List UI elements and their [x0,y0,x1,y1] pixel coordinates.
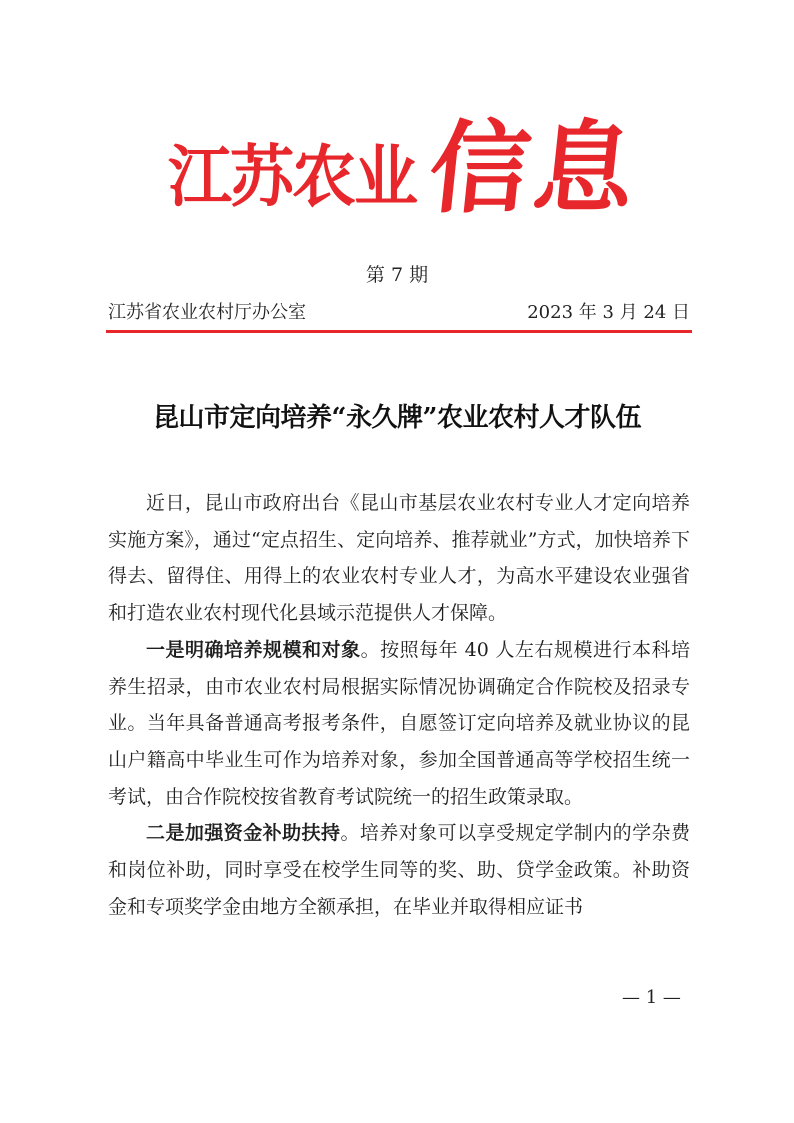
issue-number: 第 7 期 [365,264,429,286]
paragraph-1-body: 。按照每年 40 人左右规模进行本科培养生招录，由市农业农村局根据实际情况协调确定合作院校及招录专业。当年具备普通高考报考条件，自愿签订定向培养及就业协议的昆山户籍高中毕业生可作为培养对象，参加全国普通高等学校招生统一考试，由合作院校按省教育考试院统一的招生政策录取。 [108,638,690,808]
masthead [0,108,794,228]
article-body [108,485,690,925]
paragraph-1-lead: 一是明确培养规模和对象 [146,638,361,661]
issuing-office: 江苏省农业农村厅办公室 [108,302,306,323]
header-info-row [108,300,690,326]
paragraph-2 [108,815,690,925]
masthead-title-right: 信息 [423,109,645,227]
paragraph-2-body: 。培养对象可以享受规定学制内的学杂费和岗位补助，同时享受在校学生同等的奖、助、贷学金政策。补助资金和专项奖学金由地方全额承担，在毕业并取得相应证书 [108,822,690,918]
issue-date: 2023 年 3 月 24 日 [527,302,690,323]
intro-paragraph: 近日，昆山市政府出台《昆山市基层农业农村专业人才定向培养实施方案》，通过“定点招生、定向培养、推荐就业”方式，加快培养下得去、留得住、用得上的农业农村专业人才，为高水平建设农业强省和打造农业农村现代化县域示范提供人才保障。 [108,492,690,625]
page-number: — 1 — [622,987,681,1008]
paragraph-2-lead: 二是加强资金补助扶持 [146,822,341,845]
masthead-title-left: 江苏农业 [168,139,416,217]
article-title: 昆山市定向培养“永久牌”农业农村人才队伍 [153,403,641,433]
red-divider [106,330,692,333]
paragraph-1 [108,632,690,816]
